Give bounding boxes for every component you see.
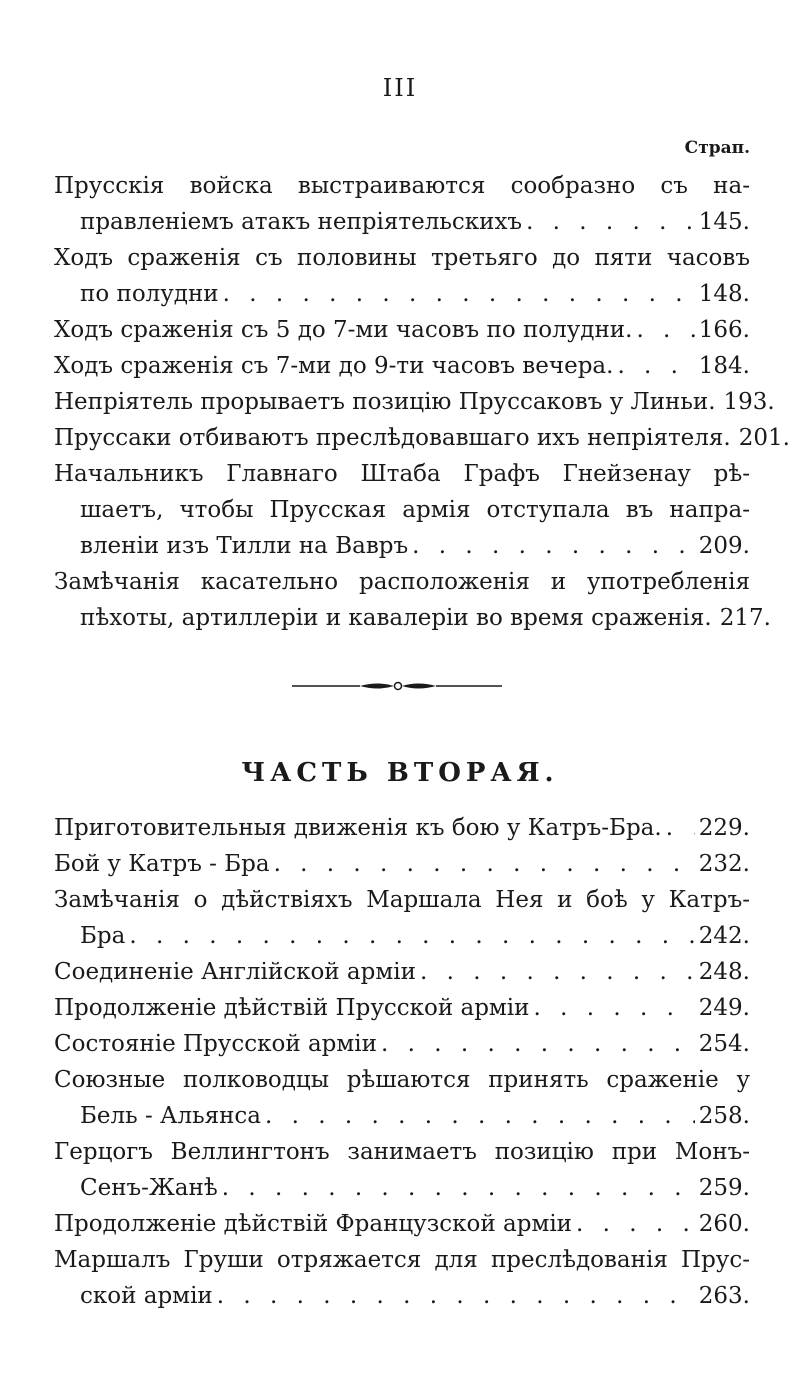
leader-dots <box>223 276 695 312</box>
toc-entry <box>54 1242 750 1314</box>
leader-dots <box>617 348 694 384</box>
toc-entry-text: Продолженіе дѣйствій Французской арміи <box>54 1211 573 1237</box>
leader-dots <box>222 1170 695 1206</box>
toc-page-number: 184. <box>698 353 750 379</box>
toc-entry-text: Бра <box>80 923 126 949</box>
toc-entry-text: шаетъ, чтобы Прусская армія отступала въ напра- <box>80 497 750 523</box>
toc-entry <box>54 1206 750 1242</box>
leader-dots <box>265 1098 695 1134</box>
toc-entry-text: Ходъ сраженія съ 7-ми до 9-ти часовъ вечера. <box>54 353 614 379</box>
leader-dots <box>129 918 694 954</box>
toc-page-number: 193. <box>723 389 775 415</box>
leader-dots <box>420 954 695 990</box>
toc-entry-text: ской арміи <box>80 1283 213 1309</box>
ornamental-divider <box>290 676 504 696</box>
toc-entry <box>54 990 750 1026</box>
toc-entry-text: Соединеніе Англійской арміи <box>54 959 416 985</box>
toc-entry <box>54 456 750 564</box>
toc-page-number: 248. <box>698 959 750 985</box>
toc-entry-text: Продолженіе дѣйствій Прусской арміи <box>54 995 530 1021</box>
toc-entry-text: Маршалъ Груши отряжается для преслѣдованія Прус- <box>54 1247 750 1273</box>
toc-entry-text: Состояніе Прусской арміи <box>54 1031 377 1057</box>
leader-dots <box>576 1206 695 1242</box>
toc-entry-text: Ходъ сраженія съ 5 до 7-ми часовъ по полудни. <box>54 317 633 343</box>
toc-entry <box>54 846 750 882</box>
toc-page-number: 232. <box>698 851 750 877</box>
toc-entry <box>54 810 750 846</box>
toc-entry <box>54 1134 750 1206</box>
toc-page-number: 201. <box>738 425 790 451</box>
toc-page-number: 217. <box>719 605 771 631</box>
toc-entry-text: Ходъ сраженія съ половины третьяго до пяти часовъ <box>54 245 750 271</box>
leader-dots <box>412 528 695 564</box>
toc-entry-text: Бой у Катръ - Бра <box>54 851 270 877</box>
part-title: ЧАСТЬ ВТОРАЯ. <box>241 758 559 788</box>
toc-entry-text: Герцогъ Веллингтонъ занимаетъ позицію при Монъ- <box>54 1139 750 1165</box>
toc-entry-text: Замѣчанія о дѣйствіяхъ Маршала Нея и боѣ у Катръ- <box>54 887 750 913</box>
toc-entry <box>54 954 750 990</box>
toc-entry-text: Приготовительныя движенія къ бою у Катръ-Бра. <box>54 815 662 841</box>
toc-entry-text: вленіи изъ Тилли на Вавръ <box>80 533 409 559</box>
toc-page-number: 209. <box>698 533 750 559</box>
toc-entry <box>54 384 775 420</box>
toc-entry <box>54 882 750 954</box>
toc-entry <box>54 348 750 384</box>
toc-entry-text: правленіемъ атакъ непріятельскихъ <box>80 209 523 235</box>
leader-dots <box>534 990 695 1026</box>
toc-entry <box>54 564 771 636</box>
toc-entry-text: Пруссаки отбиваютъ преслѣдовавшаго ихъ непріятеля. <box>54 425 731 451</box>
leader-dots <box>526 204 695 240</box>
toc-entry-text: Союзные полководцы рѣшаются принять сраженіе у <box>54 1067 750 1093</box>
toc-page-number: 259. <box>698 1175 750 1201</box>
leader-dots <box>666 810 695 846</box>
toc-entry-text: Бель - Альянса <box>80 1103 262 1129</box>
toc-entry-text: Прусскія войска выстраиваются сообразно съ на- <box>54 173 750 199</box>
toc-entry <box>54 312 750 348</box>
toc-entry-text: Непріятель прорываетъ позицію Пруссаковъ у Линьи. <box>54 389 716 415</box>
toc-page-number: 258. <box>698 1103 750 1129</box>
leader-dots <box>217 1278 695 1314</box>
toc-page-number: 166. <box>698 317 750 343</box>
toc-entry-text: Начальникъ Главнаго Штаба Графъ Гнейзенау рѣ- <box>54 461 750 487</box>
toc-page-number: 260. <box>698 1211 750 1237</box>
toc-page-number: 263. <box>698 1283 750 1309</box>
leader-dots <box>636 312 694 348</box>
toc-page-number: 254. <box>698 1031 750 1057</box>
toc-entry-text: Сенъ-Жанѣ <box>80 1175 218 1201</box>
toc-entry-text: Замѣчанія касательно расположенія и употребленія <box>54 569 750 595</box>
toc-page-number: 145. <box>698 209 750 235</box>
page-column-header: Страп. <box>684 138 750 158</box>
toc-entry <box>54 240 750 312</box>
page-number: III <box>382 74 418 102</box>
toc-entry-text: пѣхоты, артиллеріи и кавалеріи во время сраженія. <box>80 605 712 631</box>
toc-entry <box>54 1026 750 1062</box>
toc-page-number: 242. <box>698 923 750 949</box>
toc-entry-text: по полудни <box>80 281 219 307</box>
toc-page-number: 249. <box>698 995 750 1021</box>
leader-dots <box>381 1026 695 1062</box>
toc-entry <box>54 420 790 456</box>
toc-entry <box>54 1062 750 1134</box>
toc-page-number: 148. <box>698 281 750 307</box>
toc-page-number: 229. <box>698 815 750 841</box>
toc-entry <box>54 168 750 240</box>
leader-dots <box>274 846 695 882</box>
